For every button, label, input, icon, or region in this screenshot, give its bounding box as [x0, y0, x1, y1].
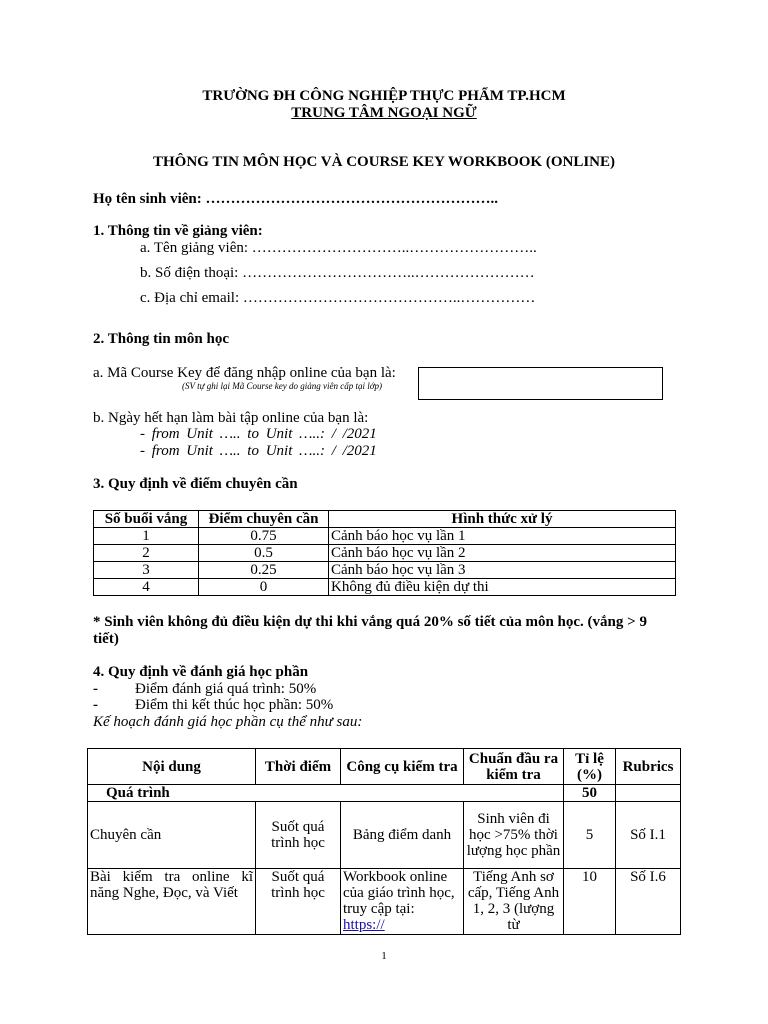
school-name: TRƯỜNG ĐH CÔNG NGHIỆP THỰC PHẨM TP.HCM	[202, 88, 566, 104]
column-header-tool: Công cụ kiểm tra	[341, 749, 464, 785]
process-label: Quá trình	[88, 785, 564, 802]
table-cell: Bảng điểm danh	[341, 802, 464, 869]
assessment-table	[87, 748, 681, 935]
table-cell: Cảnh báo học vụ lần 1	[329, 528, 676, 545]
table-cell: Suốt quá trình học	[256, 802, 341, 869]
table-cell: 0	[199, 579, 329, 596]
column-header: Điểm chuyên cần	[199, 511, 329, 528]
page-number: 1	[381, 950, 387, 962]
document-title: THÔNG TIN MÔN HỌC VÀ COURSE KEY WORKBOOK (ONLINE)	[153, 154, 615, 170]
table-cell: 2	[94, 545, 199, 562]
expiry-label: b. Ngày hết hạn làm bài tập online của bạn là:	[93, 410, 369, 426]
course-key-note: (SV tự ghi lại Mã Course key do giảng viên cấp tại lớp)	[182, 381, 383, 391]
table-cell: Bài kiểm tra online kĩ năng Nghe, Đọc, và Viết	[88, 869, 256, 935]
expiry-line-2: - from Unit ….. to Unit …..: / /2021	[140, 443, 377, 459]
table-cell: 0.75	[199, 528, 329, 545]
course-key-label: a. Mã Course Key để đăng nhập online của bạn là:	[93, 365, 396, 381]
column-header-rubrics: Rubrics	[616, 749, 681, 785]
table-cell: Số I.1	[616, 802, 681, 869]
attendance-header-row	[94, 511, 676, 528]
bullet-item	[93, 697, 333, 714]
bullet-marker: -	[93, 681, 98, 697]
column-header-outcome: Chuẩn đầu ra kiểm tra	[464, 749, 564, 785]
bullet-text: Điểm đánh giá quá trình: 50%	[135, 681, 317, 697]
section3-heading: 3. Quy định về điểm chuyên cần	[93, 476, 298, 492]
attendance-note-line2: tiết)	[93, 631, 119, 647]
table-cell: Sinh viên đi học >75% thời lượng học phần	[464, 802, 564, 869]
section1-heading: 1. Thông tin về giảng viên:	[93, 223, 263, 239]
table-row	[94, 545, 676, 562]
table-cell: Số I.6	[616, 869, 681, 935]
expiry-line-1: - from Unit ….. to Unit …..: / /2021	[140, 426, 377, 442]
table-cell: Suốt quá trình học	[256, 869, 341, 935]
lecturer-phone-field: b. Số điện thoại: ……………………………..……………………	[140, 265, 535, 281]
table-cell: 5	[564, 802, 616, 869]
section2-heading: 2. Thông tin môn học	[93, 331, 230, 347]
table-row	[94, 579, 676, 596]
lecturer-name-field: a. Tên giảng viên: …………………………..……………………..	[140, 240, 537, 256]
column-header: Hình thức xử lý	[329, 511, 676, 528]
table-cell: Không đủ điều kiện dự thi	[329, 579, 676, 596]
attendance-table	[93, 510, 676, 596]
table-cell: 0.5	[199, 545, 329, 562]
column-header-content: Nội dung	[88, 749, 256, 785]
table-row	[94, 562, 676, 579]
bullet-marker: -	[93, 697, 98, 713]
column-header-time: Thời điểm	[256, 749, 341, 785]
column-header: Số buổi vắng	[94, 511, 199, 528]
center-name: TRUNG TÂM NGOẠI NGỮ	[291, 105, 477, 121]
table-cell: Tiếng Anh sơ cấp, Tiếng Anh 1, 2, 3 (lượng từ	[464, 869, 564, 935]
table-cell	[341, 869, 464, 935]
process-ratio: 50	[564, 785, 616, 802]
lecturer-email-field: c. Địa chỉ email: ……………………………………..……………	[140, 290, 536, 306]
table-cell: Cảnh báo học vụ lần 3	[329, 562, 676, 579]
table-cell: 0.25	[199, 562, 329, 579]
table-row	[94, 528, 676, 545]
column-header-ratio: Tỉ lệ (%)	[564, 749, 616, 785]
workbook-link[interactable]: https://	[343, 917, 385, 933]
attendance-note-line1: * Sinh viên không đủ điều kiện dự thi khi vắng quá 20% số tiết của môn học. (vắng > 9	[93, 614, 647, 630]
student-name-field: Họ tên sinh viên: …………………………………………………..	[93, 191, 499, 207]
table-cell: 3	[94, 562, 199, 579]
course-key-box	[418, 367, 663, 400]
bullet-text: Điểm thi kết thúc học phần: 50%	[135, 697, 334, 713]
empty-cell	[616, 785, 681, 802]
table-row	[88, 869, 681, 935]
table-cell: 1	[94, 528, 199, 545]
table-cell: Chuyên cần	[88, 802, 256, 869]
process-row	[88, 785, 681, 802]
bullet-item	[93, 681, 316, 698]
section4-heading: 4. Quy định về đánh giá học phần	[93, 664, 309, 680]
assessment-plan-label: Kế hoạch đánh giá học phần cụ thể như sau:	[93, 714, 363, 730]
assessment-header-row	[88, 749, 681, 785]
table-row	[88, 802, 681, 869]
table-cell: Cảnh báo học vụ lần 2	[329, 545, 676, 562]
table-cell: 10	[564, 869, 616, 935]
table-cell: 4	[94, 579, 199, 596]
tool-text: Workbook online của giáo trình học, truy cập tại:	[343, 869, 455, 917]
